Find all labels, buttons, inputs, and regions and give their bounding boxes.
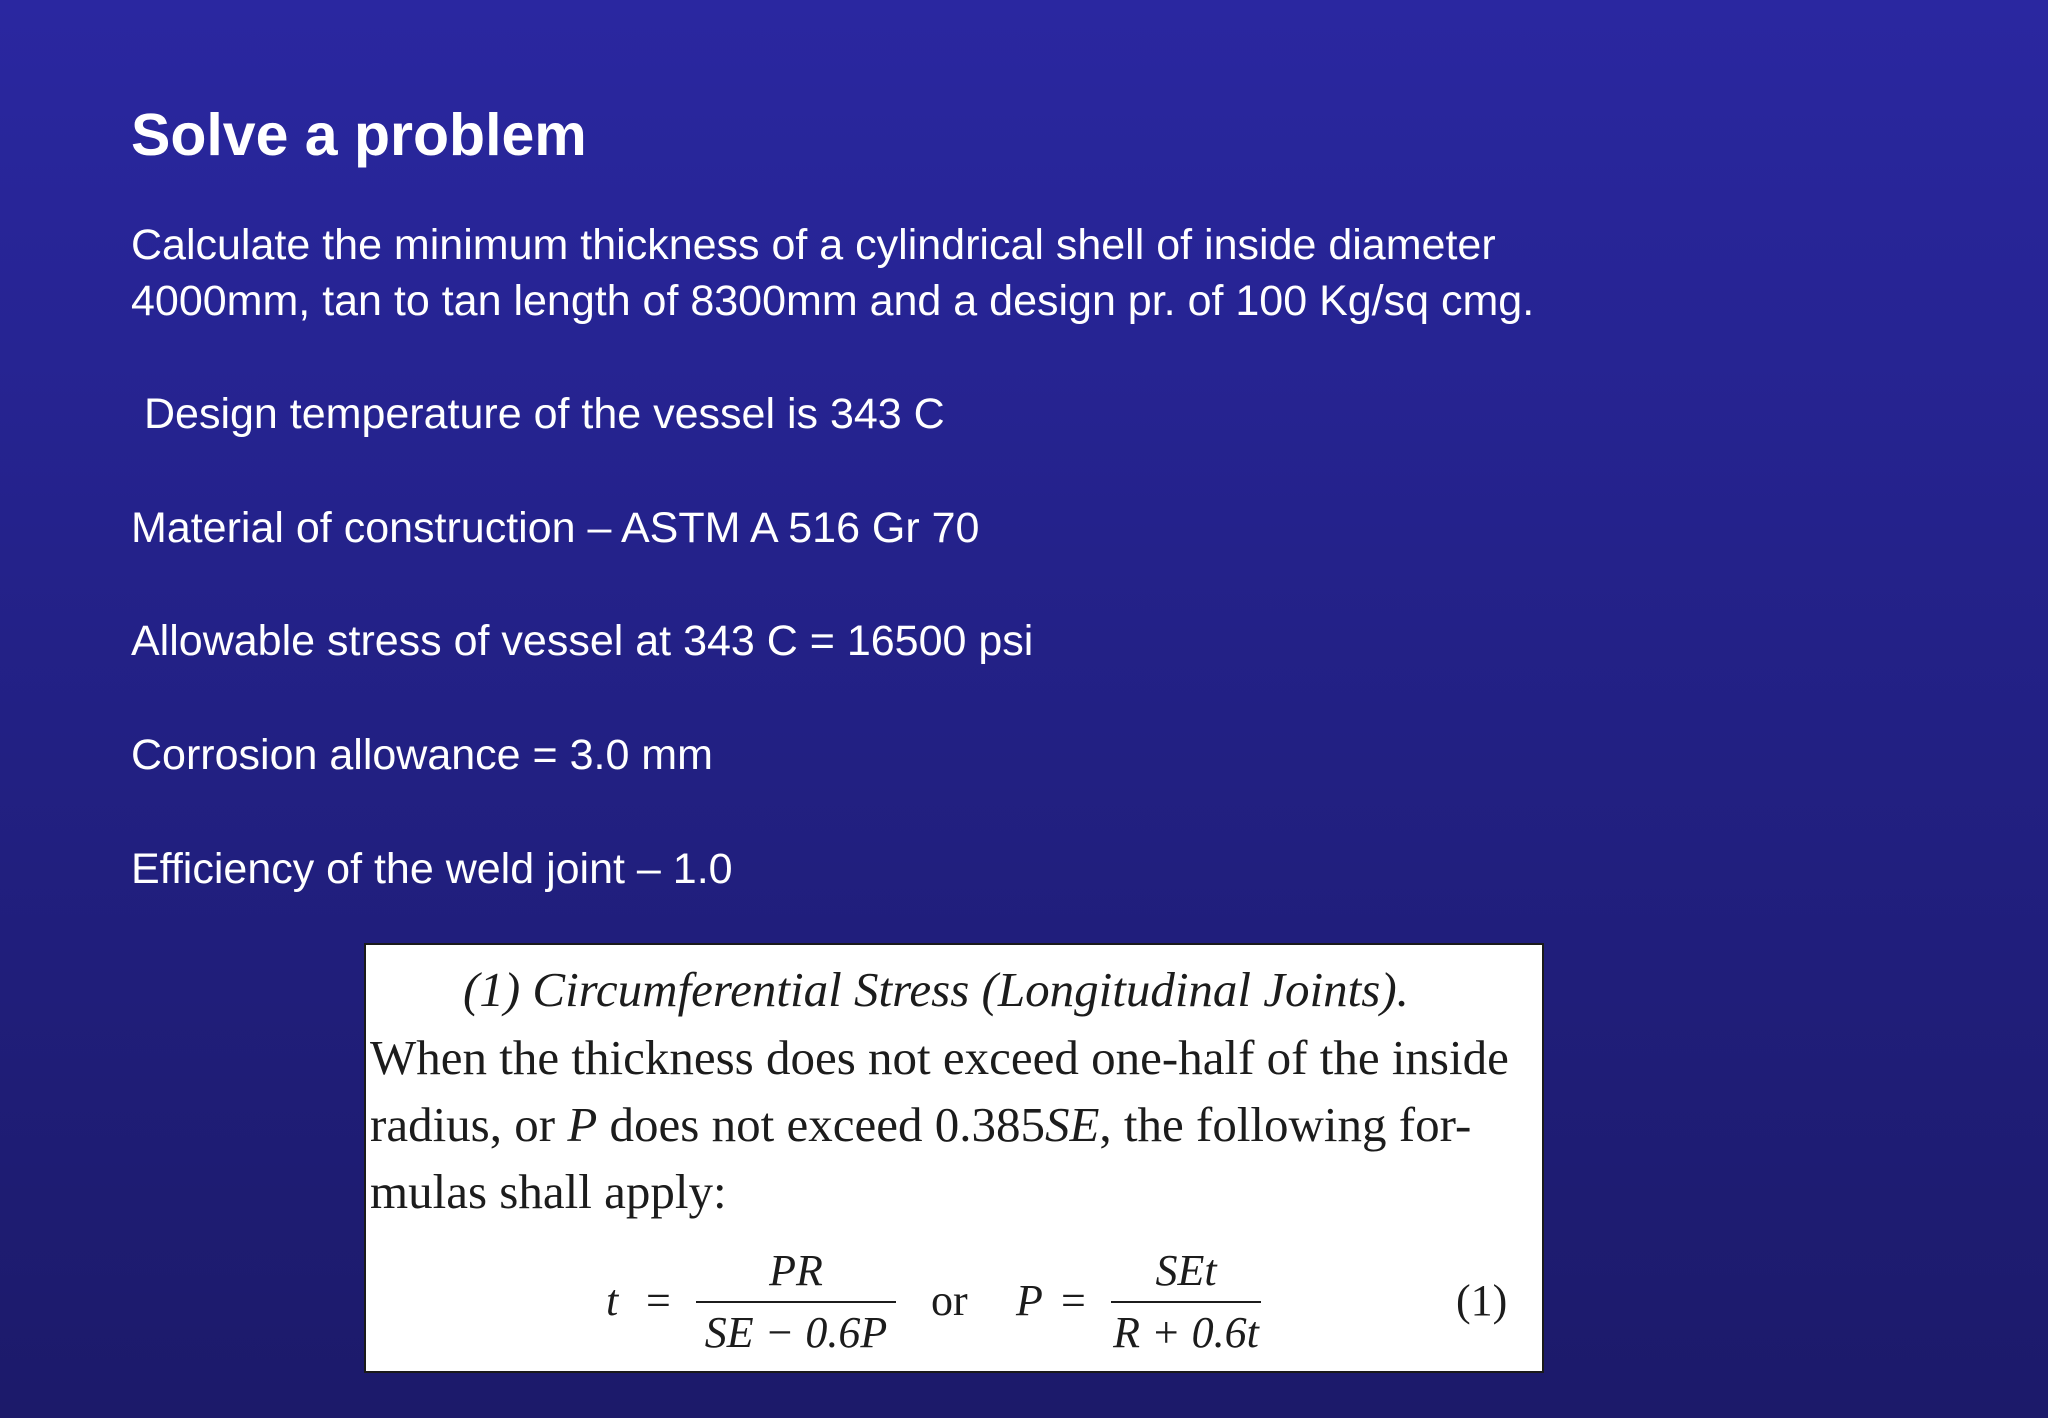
- material-text: Material of construction – ASTM A 516 Gr 70: [131, 504, 980, 552]
- formula-variable-P: P: [1016, 1276, 1043, 1325]
- allowable-stress-text: Allowable stress of vessel at 343 C = 16500 psi: [131, 617, 1034, 665]
- thickness-formula: [366, 1245, 1542, 1365]
- problem-line-1: Calculate the minimum thickness of a cylindrical shell of inside diameter: [131, 221, 1496, 269]
- fraction-bar: [1111, 1301, 1261, 1303]
- excerpt-variable: SE: [1044, 1097, 1100, 1152]
- slide-title: Solve a problem: [131, 102, 587, 168]
- excerpt-text: does not exceed 0.385: [597, 1097, 1045, 1152]
- excerpt-line: When the thickness does not exceed one-half of the inside: [370, 1030, 1509, 1085]
- fraction-denominator: SE − 0.6P: [704, 1308, 888, 1357]
- problem-statement: [131, 217, 1534, 329]
- fraction-denominator: R + 0.6t: [1113, 1308, 1259, 1357]
- excerpt-text: radius, or: [370, 1097, 568, 1152]
- corrosion-allowance-text: Corrosion allowance = 3.0 mm: [131, 731, 713, 779]
- formula-fraction-thickness: [696, 1245, 896, 1359]
- formula-fraction-pressure: [1111, 1245, 1261, 1359]
- fraction-bar: [696, 1301, 896, 1303]
- excerpt-line: [370, 1094, 1471, 1156]
- excerpt-heading: (1) Circumferential Stress (Longitudinal Joints).: [463, 962, 1409, 1017]
- problem-line-2: 4000mm, tan to tan length of 8300mm and a design pr. of 100 Kg/sq cmg.: [131, 277, 1535, 325]
- excerpt-line: mulas shall apply:: [370, 1164, 727, 1219]
- formula-variable-t: t: [606, 1276, 619, 1325]
- weld-efficiency-text: Efficiency of the weld joint – 1.0: [131, 845, 733, 893]
- formula-or: or: [931, 1276, 968, 1325]
- formula-equals: =: [646, 1276, 671, 1325]
- design-temperature-text: Design temperature of the vessel is 343 C: [144, 390, 945, 438]
- formula-equals: =: [1061, 1276, 1086, 1325]
- excerpt-variable: P: [567, 1097, 598, 1152]
- equation-number: (1): [1456, 1276, 1508, 1325]
- code-excerpt-image: [364, 943, 1544, 1373]
- fraction-numerator: PR: [769, 1246, 823, 1295]
- fraction-numerator: SEt: [1155, 1246, 1217, 1295]
- excerpt-text: , the following for-: [1099, 1097, 1472, 1152]
